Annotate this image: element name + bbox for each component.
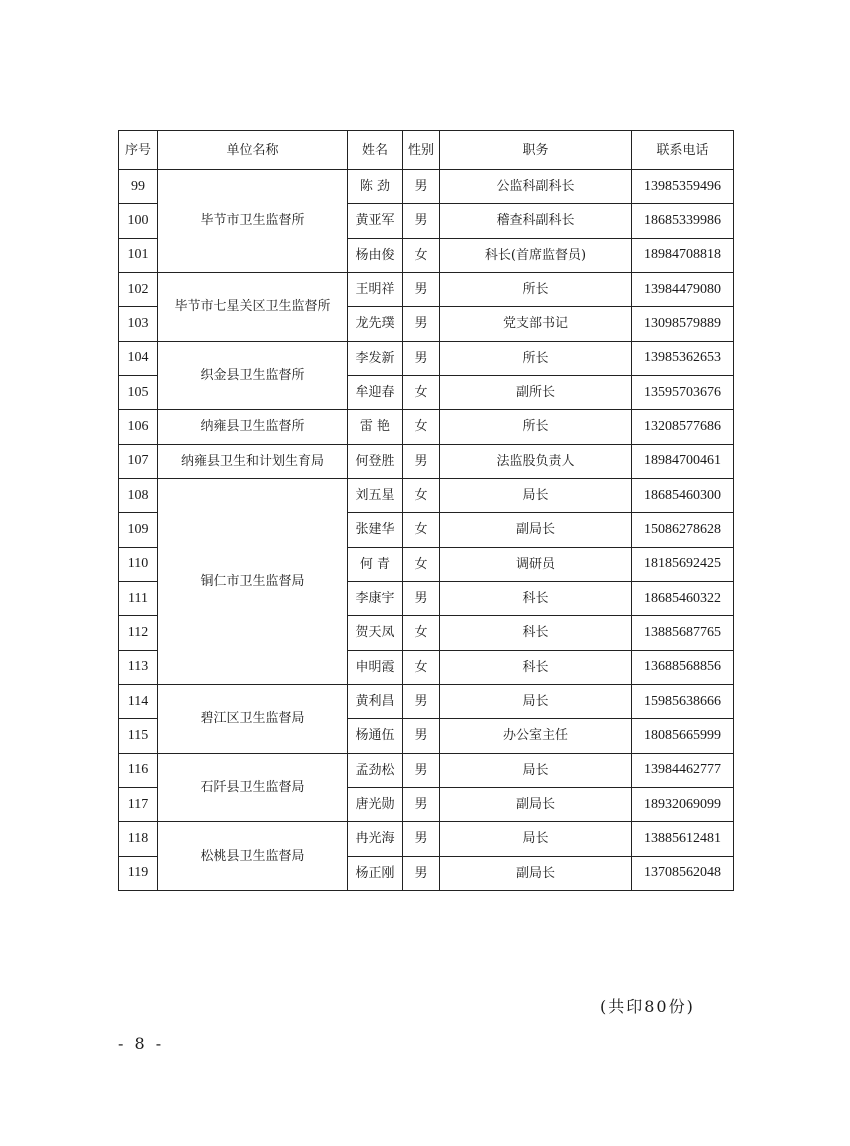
cell-serial-number: 116 [119,753,158,787]
cell-person-name: 黄利昌 [348,684,403,718]
cell-position: 所长 [440,341,632,375]
cell-person-name: 何登胜 [348,444,403,478]
cell-person-name: 陈 劲 [348,170,403,204]
cell-phone: 13984479080 [632,272,734,306]
cell-phone: 15985638666 [632,684,734,718]
cell-serial-number: 117 [119,787,158,821]
cell-position: 科长(首席监督员) [440,238,632,272]
cell-gender: 男 [403,822,440,856]
cell-unit-name: 纳雍县卫生监督所 [158,410,348,444]
cell-position: 科长 [440,616,632,650]
cell-person-name: 李康宇 [348,581,403,615]
table-row [119,272,734,306]
cell-gender: 男 [403,204,440,238]
page-number: - 8 - [118,1034,165,1053]
cell-serial-number: 104 [119,341,158,375]
cell-gender: 女 [403,410,440,444]
cell-unit-name: 铜仁市卫生监督局 [158,478,348,684]
cell-unit-name: 毕节市卫生监督所 [158,170,348,273]
cell-serial-number: 118 [119,822,158,856]
cell-phone: 18984700461 [632,444,734,478]
contact-table [118,130,734,891]
cell-serial-number: 101 [119,238,158,272]
cell-position: 党支部书记 [440,307,632,341]
cell-phone: 13984462777 [632,753,734,787]
cell-position: 所长 [440,410,632,444]
cell-gender: 女 [403,513,440,547]
cell-unit-name: 碧江区卫生监督局 [158,684,348,753]
cell-phone: 13098579889 [632,307,734,341]
cell-gender: 男 [403,341,440,375]
cell-phone: 13208577686 [632,410,734,444]
cell-position: 副局长 [440,513,632,547]
cell-person-name: 李发新 [348,341,403,375]
cell-gender: 男 [403,444,440,478]
cell-serial-number: 115 [119,719,158,753]
cell-unit-name: 石阡县卫生监督局 [158,753,348,822]
cell-person-name: 申明霞 [348,650,403,684]
cell-unit-name: 织金县卫生监督所 [158,341,348,410]
cell-serial-number: 111 [119,581,158,615]
cell-phone: 13885612481 [632,822,734,856]
cell-phone: 13708562048 [632,856,734,890]
cell-phone: 18685339986 [632,204,734,238]
header-phone: 联系电话 [632,131,734,170]
cell-position: 公监科副科长 [440,170,632,204]
header-person-name: 姓名 [348,131,403,170]
cell-serial-number: 103 [119,307,158,341]
header-gender: 性别 [403,131,440,170]
cell-phone: 18932069099 [632,787,734,821]
cell-gender: 男 [403,719,440,753]
cell-position: 所长 [440,272,632,306]
table-row [119,478,734,512]
cell-serial-number: 102 [119,272,158,306]
header-position: 职务 [440,131,632,170]
cell-phone: 13885687765 [632,616,734,650]
cell-gender: 女 [403,238,440,272]
table-row [119,684,734,718]
cell-serial-number: 99 [119,170,158,204]
cell-person-name: 何 青 [348,547,403,581]
print-count-note: (共印80份) [600,997,695,1016]
cell-person-name: 刘五星 [348,478,403,512]
cell-person-name: 杨正刚 [348,856,403,890]
table-row [119,753,734,787]
cell-phone: 13595703676 [632,375,734,409]
cell-phone: 18685460322 [632,581,734,615]
cell-phone: 13985359496 [632,170,734,204]
cell-gender: 男 [403,684,440,718]
table-row [119,410,734,444]
cell-phone: 15086278628 [632,513,734,547]
cell-person-name: 杨由俊 [348,238,403,272]
cell-gender: 女 [403,375,440,409]
cell-gender: 男 [403,856,440,890]
cell-gender: 女 [403,547,440,581]
cell-person-name: 孟劲松 [348,753,403,787]
cell-gender: 女 [403,616,440,650]
cell-serial-number: 108 [119,478,158,512]
cell-person-name: 黄亚军 [348,204,403,238]
header-unit-name: 单位名称 [158,131,348,170]
cell-gender: 男 [403,581,440,615]
cell-phone: 18085665999 [632,719,734,753]
cell-person-name: 冉光海 [348,822,403,856]
cell-position: 局长 [440,684,632,718]
table-body [119,170,734,891]
cell-person-name: 王明祥 [348,272,403,306]
cell-phone: 18984708818 [632,238,734,272]
cell-serial-number: 110 [119,547,158,581]
cell-serial-number: 119 [119,856,158,890]
cell-position: 副局长 [440,856,632,890]
cell-position: 调研员 [440,547,632,581]
table-row [119,341,734,375]
cell-phone: 18185692425 [632,547,734,581]
table-header-row [119,131,734,170]
cell-position: 局长 [440,822,632,856]
cell-serial-number: 107 [119,444,158,478]
cell-unit-name: 松桃县卫生监督局 [158,822,348,891]
table-row [119,444,734,478]
cell-unit-name: 毕节市七星关区卫生监督所 [158,272,348,341]
cell-position: 局长 [440,478,632,512]
cell-gender: 男 [403,272,440,306]
cell-person-name: 贺天凤 [348,616,403,650]
cell-position: 办公室主任 [440,719,632,753]
cell-position: 科长 [440,581,632,615]
cell-gender: 男 [403,753,440,787]
cell-gender: 女 [403,478,440,512]
cell-phone: 13985362653 [632,341,734,375]
cell-serial-number: 109 [119,513,158,547]
cell-serial-number: 114 [119,684,158,718]
cell-position: 局长 [440,753,632,787]
cell-gender: 男 [403,170,440,204]
cell-unit-name: 纳雍县卫生和计划生育局 [158,444,348,478]
table-row [119,822,734,856]
cell-serial-number: 112 [119,616,158,650]
cell-serial-number: 106 [119,410,158,444]
cell-gender: 女 [403,650,440,684]
cell-position: 法监股负责人 [440,444,632,478]
cell-person-name: 龙先璞 [348,307,403,341]
cell-phone: 18685460300 [632,478,734,512]
cell-gender: 男 [403,787,440,821]
cell-gender: 男 [403,307,440,341]
cell-person-name: 张建华 [348,513,403,547]
cell-phone: 13688568856 [632,650,734,684]
cell-position: 副所长 [440,375,632,409]
cell-serial-number: 105 [119,375,158,409]
cell-position: 科长 [440,650,632,684]
cell-person-name: 唐光勋 [348,787,403,821]
cell-serial-number: 100 [119,204,158,238]
cell-serial-number: 113 [119,650,158,684]
cell-position: 副局长 [440,787,632,821]
header-serial-number: 序号 [119,131,158,170]
table-row [119,170,734,204]
cell-person-name: 杨通伍 [348,719,403,753]
cell-position: 稽查科副科长 [440,204,632,238]
cell-person-name: 雷 艳 [348,410,403,444]
cell-person-name: 牟迎春 [348,375,403,409]
